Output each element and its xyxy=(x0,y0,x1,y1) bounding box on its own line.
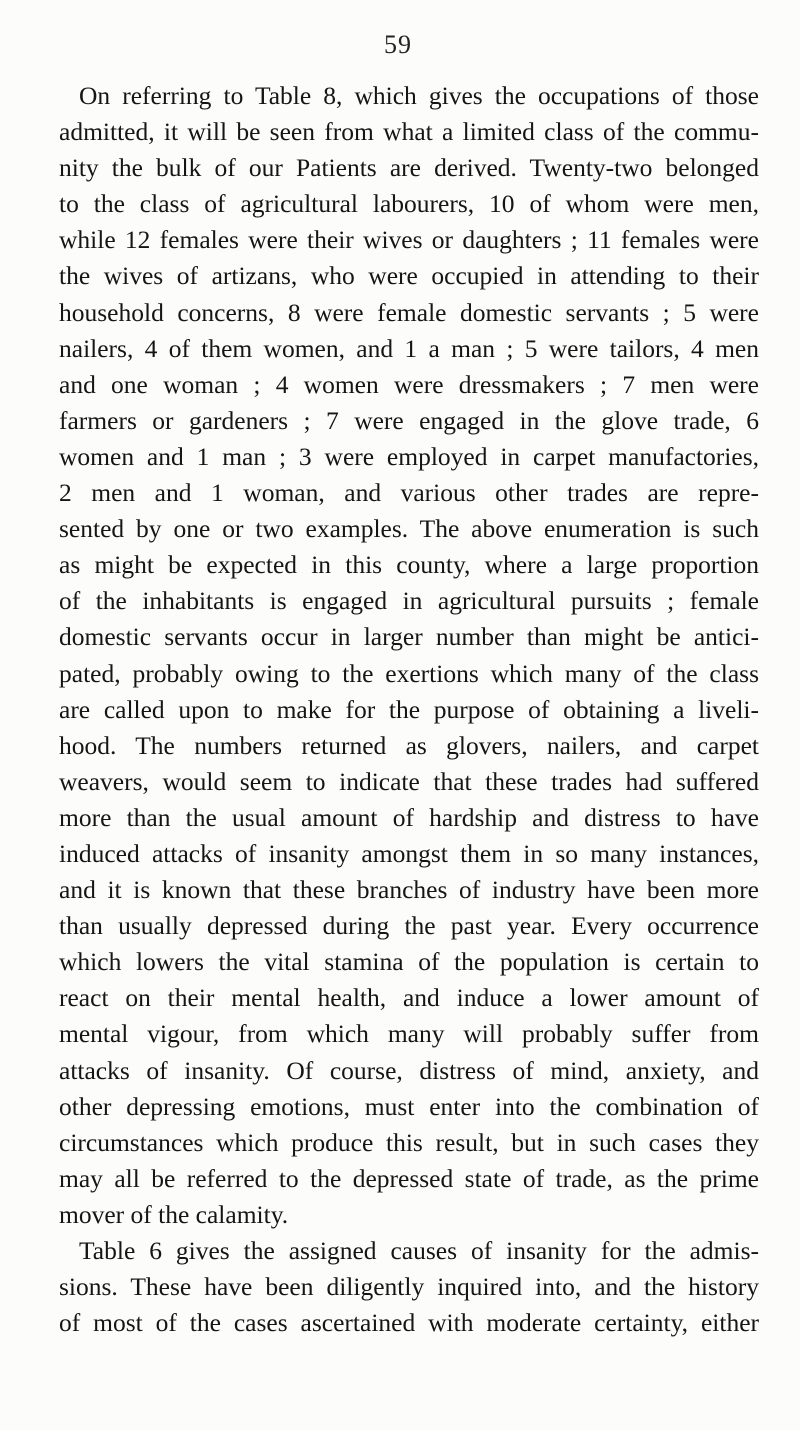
text-line: 2 men and 1 woman, and various other trades are repre- xyxy=(59,478,759,508)
page-number: 59 xyxy=(384,30,412,59)
text-line: while 12 females were their wives or daughters ; 11 females were xyxy=(59,225,759,255)
text-line: than usually depressed during the past year. Every occurrence xyxy=(59,911,759,941)
text-line: nity the bulk of our Patients are derived. Twenty-two belonged xyxy=(59,153,759,183)
body-text xyxy=(59,78,759,1341)
text-line: admitted, it will be seen from what a limited class of the commu- xyxy=(59,117,759,147)
text-line: Table 6 gives the assigned causes of insanity for the admis- xyxy=(79,1236,759,1265)
text-line: of the inhabitants is engaged in agricultural pursuits ; female xyxy=(59,586,759,616)
text-line: may all be referred to the depressed state of trade, as the prime xyxy=(59,1163,759,1193)
paragraph-occupations xyxy=(59,78,759,1233)
text-line: On referring to Table 8, which gives the occupations of those xyxy=(79,81,759,110)
text-line: as might be expected in this county, where a large proportion xyxy=(59,550,759,580)
text-line: women and 1 man ; 3 were employed in carpet manufactories, xyxy=(59,441,759,471)
text-line: more than the usual amount of hardship and distress to have xyxy=(59,802,759,832)
text-line: the wives of artizans, who were occupied in attending to their xyxy=(59,261,759,291)
text-line: sions. These have been diligently inquired into, and the history xyxy=(59,1272,759,1302)
text-line: and one woman ; 4 women were dressmakers ; 7 men were xyxy=(59,369,759,399)
text-line: to the class of agricultural labourers, 10 of whom were men, xyxy=(59,189,759,219)
text-line: which lowers the vital stamina of the population is certain to xyxy=(59,947,759,977)
text-line: farmers or gardeners ; 7 were engaged in the glove trade, 6 xyxy=(59,405,759,435)
text-line: and it is known that these branches of industry have been more xyxy=(59,875,759,905)
text-line: household concerns, 8 were female domestic servants ; 5 were xyxy=(59,297,759,327)
text-line: circumstances which produce this result, but in such cases they xyxy=(59,1127,759,1157)
text-line: hood. The numbers returned as glovers, nailers, and carpet xyxy=(59,730,759,760)
text-line: of most of the cases ascertained with moderate certainty, either xyxy=(59,1308,759,1338)
text-line: pated, probably owing to the exertions which many of the class xyxy=(59,658,759,688)
text-line: attacks of insanity. Of course, distress of mind, anxiety, and xyxy=(59,1055,759,1085)
text-line: domestic servants occur in larger number than might be antici- xyxy=(59,622,759,652)
text-line: sented by one or two examples. The above enumeration is such xyxy=(59,514,759,544)
text-line: react on their mental health, and induce a lower amount of xyxy=(59,983,759,1013)
text-line: induced attacks of insanity amongst them in so many instances, xyxy=(59,838,759,868)
text-line: mental vigour, from which many will probably suffer from xyxy=(59,1019,759,1049)
text-line: nailers, 4 of them women, and 1 a man ; 5 were tailors, 4 men xyxy=(59,333,759,363)
paragraph-causes xyxy=(59,1233,759,1341)
text-line: mover of the calamity. xyxy=(59,1199,289,1229)
text-line: are called upon to make for the purpose of obtaining a liveli- xyxy=(59,694,759,724)
text-line: other depressing emotions, must enter into the combination of xyxy=(59,1091,759,1121)
text-line: weavers, would seem to indicate that these trades had suffered xyxy=(59,766,759,796)
